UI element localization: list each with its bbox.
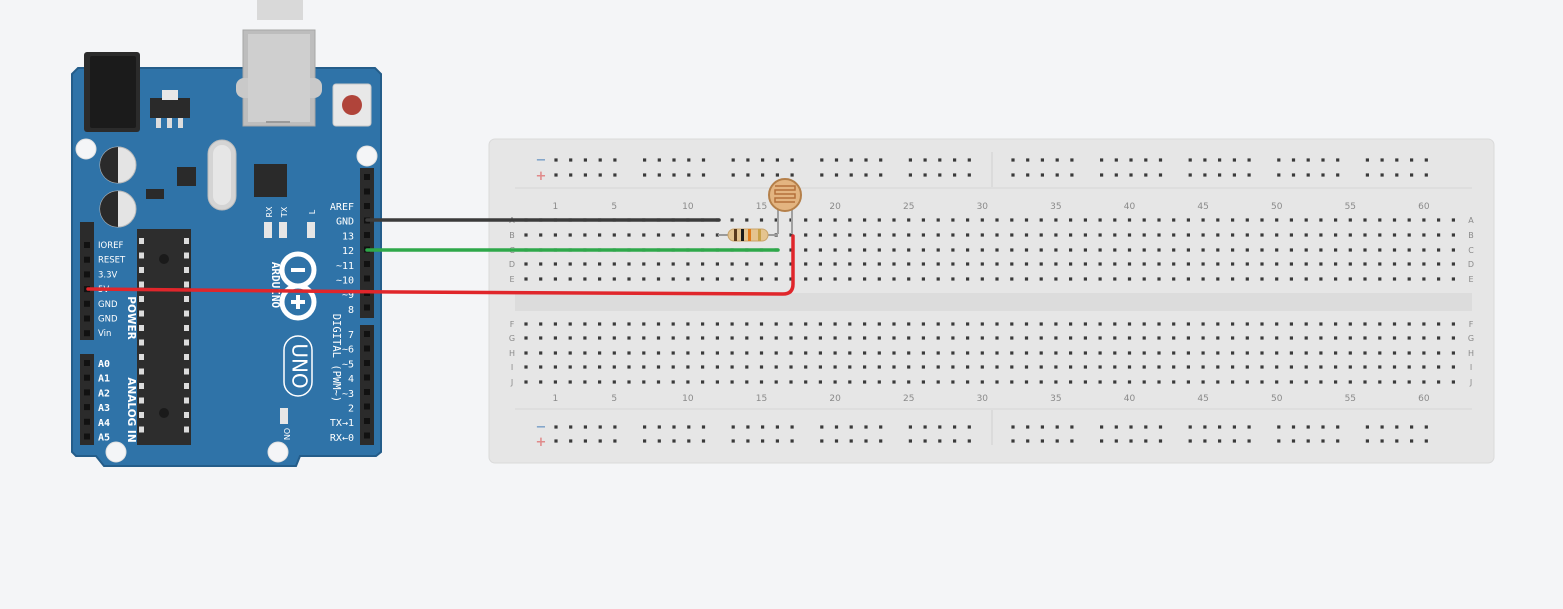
digital-pin-label: ~5	[341, 359, 354, 371]
digital-pin-label: 4	[347, 374, 354, 386]
power-header[interactable]	[80, 222, 94, 340]
analog-pin-label: A3	[98, 403, 111, 415]
row-letter: H	[1467, 349, 1475, 358]
column-number: 55	[1344, 394, 1357, 404]
column-number: 45	[1197, 202, 1209, 212]
model-label: UNO	[287, 343, 312, 389]
row-letter: C	[509, 246, 515, 255]
column-number: 35	[1050, 202, 1062, 212]
row-letter: B	[1468, 231, 1474, 240]
column-number: 10	[682, 202, 694, 212]
column-number: 1	[552, 394, 559, 404]
rx-led	[264, 222, 272, 238]
row-letter: G	[508, 334, 516, 343]
row-letter: J	[1469, 378, 1473, 387]
tx-led	[279, 222, 287, 238]
mounting-hole	[357, 146, 377, 166]
digital-header-title: DIGITAL (PWM~)	[330, 313, 342, 403]
breadboard[interactable]	[489, 139, 1494, 463]
column-number: 45	[1197, 394, 1209, 404]
row-letter: C	[1468, 246, 1474, 255]
on-label: ON	[282, 427, 291, 441]
rail-plus-sign: +	[535, 169, 547, 184]
digital-pin-label: 13	[341, 231, 354, 243]
rx-label: RX	[265, 206, 274, 218]
column-number: 5	[611, 394, 618, 404]
column-number: 25	[902, 394, 915, 404]
rail-plus-sign: +	[535, 435, 547, 450]
column-number: 20	[829, 202, 841, 212]
row-letter: A	[509, 216, 515, 225]
row-letter: G	[1467, 334, 1475, 343]
analog-header-title: ANALOG IN	[125, 377, 137, 443]
digital-pin-label: ~6	[341, 344, 354, 356]
usb-chip	[254, 164, 287, 197]
digital-pin-label: 12	[341, 246, 354, 258]
column-number: 60	[1418, 202, 1430, 212]
usb-cable	[257, 0, 303, 20]
digital-pin-label: RX←0	[329, 432, 354, 444]
column-number: 55	[1344, 202, 1357, 212]
digital-pin-label: ~11	[335, 260, 354, 272]
row-letter: D	[508, 260, 516, 269]
power-pin-label: GND	[98, 299, 118, 310]
l-label: L	[308, 209, 317, 215]
digital-pin-label: TX→1	[329, 418, 354, 430]
column-number: 35	[1050, 394, 1062, 404]
column-number: 30	[976, 394, 989, 404]
mounting-hole	[106, 442, 126, 462]
power-pin-label: 3.3V	[98, 270, 118, 281]
row-letter: D	[1467, 260, 1475, 269]
row-letter: I	[510, 363, 514, 372]
digital-pin-label: ~3	[341, 388, 354, 400]
mounting-hole	[76, 139, 96, 159]
row-letter: E	[509, 275, 515, 284]
center-channel	[515, 293, 1472, 311]
column-number: 25	[902, 202, 915, 212]
analog-pin-label: A4	[98, 417, 111, 429]
analog-pin-label: A5	[98, 432, 111, 444]
analog-pin-label: A0	[98, 359, 111, 370]
power-header-title: POWER	[125, 296, 137, 340]
power-pin-label: RESET	[98, 255, 126, 266]
column-number: 40	[1123, 202, 1136, 212]
rail-minus-sign: −	[535, 153, 547, 168]
column-number: 10	[682, 394, 694, 404]
row-letter: B	[509, 231, 515, 240]
voltage-regulator	[150, 98, 190, 118]
arduino-uno-board[interactable]	[72, 30, 381, 466]
column-number: 50	[1270, 202, 1283, 212]
power-pin-label: GND	[98, 314, 118, 325]
power-pin-label: 5V	[98, 285, 110, 296]
digital-header-lower[interactable]	[360, 325, 374, 445]
digital-pin-label: 7	[347, 330, 354, 341]
digital-pin-label: AREF	[329, 202, 354, 213]
analog-pin-label: A2	[98, 388, 111, 400]
row-letter: A	[1468, 216, 1474, 225]
digital-pin-label: ~10	[335, 275, 354, 287]
mounting-hole	[268, 442, 288, 462]
digital-pin-label: 2	[347, 403, 354, 415]
reset-button-cap[interactable]	[342, 95, 362, 115]
digital-pin-label: ~9	[341, 290, 354, 302]
column-number: 60	[1418, 394, 1430, 404]
row-letter: F	[1468, 320, 1474, 329]
row-letter: J	[510, 378, 514, 387]
column-number: 1	[552, 202, 559, 212]
l-led	[307, 222, 315, 238]
analog-header[interactable]	[80, 354, 94, 445]
brand-label: ARDUINO	[269, 261, 282, 309]
column-number: 15	[755, 202, 768, 212]
column-number: 30	[976, 202, 989, 212]
row-letter: H	[508, 349, 516, 358]
column-number: 40	[1123, 394, 1136, 404]
digital-pin-label: GND	[335, 216, 354, 228]
row-letter: I	[1469, 363, 1473, 372]
on-led	[280, 408, 288, 424]
row-letter: F	[509, 320, 515, 329]
power-pin-label: IOREF	[98, 241, 124, 251]
column-number: 15	[755, 394, 768, 404]
column-number: 50	[1270, 394, 1283, 404]
analog-pin-label: A1	[98, 373, 111, 385]
power-pin-label: Vin	[98, 329, 112, 340]
column-number: 20	[829, 394, 841, 404]
column-number: 5	[611, 202, 618, 212]
rail-minus-sign: −	[535, 420, 547, 435]
row-letter: E	[1468, 275, 1474, 284]
digital-pin-label: 8	[347, 304, 354, 316]
tx-label: TX	[280, 206, 289, 218]
